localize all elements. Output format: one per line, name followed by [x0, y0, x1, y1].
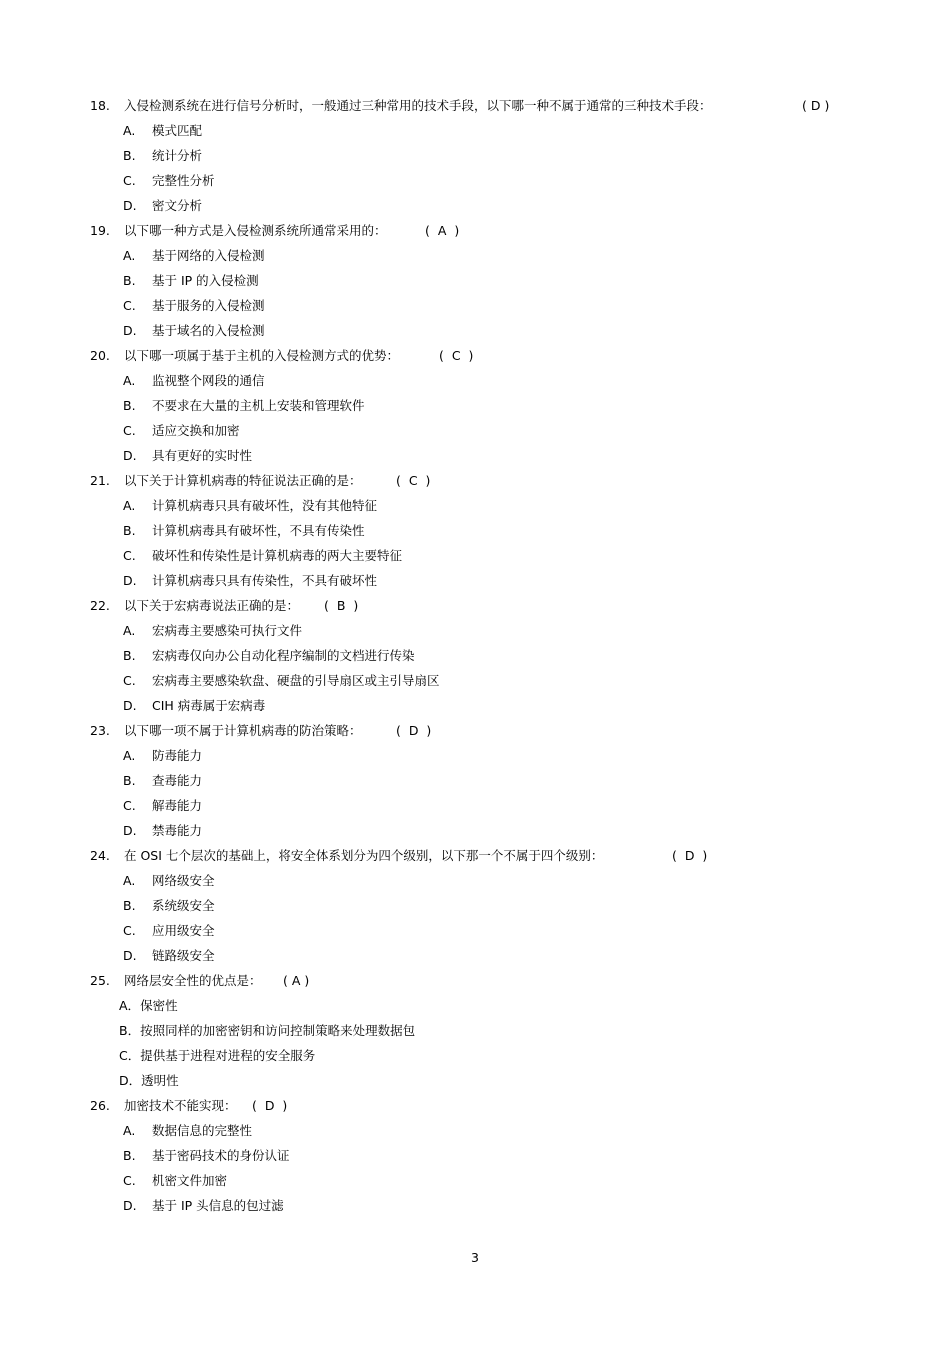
option-d: D. 具有更好的实时性: [123, 448, 253, 463]
answer-key: ( D ): [252, 1098, 288, 1113]
option-b: B. 统计分析: [123, 148, 203, 163]
question-number: 18.: [90, 98, 110, 113]
answer-key: ( C ): [396, 473, 431, 488]
question-number: 21.: [90, 473, 110, 488]
question-text: 以下哪一项属于基于主机的入侵检测方式的优势：: [124, 348, 400, 363]
question-number: 24.: [90, 848, 110, 863]
answer-key: ( D ): [672, 848, 708, 863]
option-b: B. 基于密码技术的身份认证: [123, 1148, 290, 1163]
option-d: D. 密文分析: [123, 198, 203, 213]
option-b: B．按照同样的加密密钥和访问控制策略来处理数据包: [119, 1023, 416, 1038]
answer-key: ( B ): [324, 598, 359, 613]
question-text: 加密技术不能实现：: [124, 1098, 237, 1113]
question-25: [90, 968, 870, 993]
option-d: D. 基于 IP 头信息的包过滤: [123, 1198, 284, 1213]
option-d: D. 链路级安全: [123, 948, 215, 963]
question-text: 以下关于宏病毒说法正确的是：: [124, 598, 300, 613]
question-number: 25.: [90, 973, 110, 988]
question-19: [90, 218, 870, 243]
question-list: [90, 93, 870, 1218]
option-c: C. 宏病毒主要感染软盘、硬盘的引导扇区或主引导扇区: [123, 673, 440, 688]
answer-key: ( A ): [425, 223, 460, 238]
option-a: A. 监视整个网段的通信: [123, 373, 265, 388]
question-21: [90, 468, 870, 493]
option-d: D. 禁毒能力: [123, 823, 203, 838]
question-text: 以下哪一项不属于计算机病毒的防治策略：: [124, 723, 362, 738]
option-a: A. 防毒能力: [123, 748, 203, 763]
option-c: C. 应用级安全: [123, 923, 215, 938]
option-b: B. 查毒能力: [123, 773, 203, 788]
question-number: 22.: [90, 598, 110, 613]
option-c: C. 解毒能力: [123, 798, 203, 813]
option-c: C. 基于服务的入侵检测: [123, 298, 265, 313]
option-b: B. 计算机病毒具有破坏性，不具有传染性: [123, 523, 365, 538]
question-text: 以下关于计算机病毒的特征说法正确的是：: [124, 473, 362, 488]
option-b: B. 宏病毒仅向办公自动化程序编制的文档进行传染: [123, 648, 415, 663]
answer-key: ( D ): [396, 723, 432, 738]
answer-key: ( D ): [802, 98, 830, 113]
answer-key: ( A ): [283, 973, 310, 988]
answer-key: ( C ): [439, 348, 474, 363]
option-c: C. 破坏性和传染性是计算机病毒的两大主要特征: [123, 548, 403, 563]
question-text: 在 OSI 七个层次的基础上，将安全体系划分为四个级别，以下那一个不属于四个级别：: [124, 848, 604, 863]
option-d: D. CIH 病毒属于宏病毒: [123, 698, 266, 713]
page-number: 3: [471, 1250, 479, 1265]
option-c: C. 机密文件加密: [123, 1173, 228, 1188]
question-18: [90, 93, 870, 118]
option-a: A. 宏病毒主要感染可执行文件: [123, 623, 303, 638]
option-b: B. 基于 IP 的入侵检测: [123, 273, 259, 288]
question-26: [90, 1093, 870, 1118]
option-a: A. 网络级安全: [123, 873, 215, 888]
question-24: [90, 843, 870, 868]
option-d: D. 基于域名的入侵检测: [123, 323, 265, 338]
option-c: C. 完整性分析: [123, 173, 215, 188]
option-d: D. 计算机病毒只具有传染性，不具有破坏性: [123, 573, 378, 588]
option-c: C. 适应交换和加密: [123, 423, 240, 438]
question-text: 入侵检测系统在进行信号分析时，一般通过三种常用的技术手段，以下哪一种不属于通常的三种技术手段：: [124, 98, 712, 113]
question-23: [90, 718, 870, 743]
question-text: 以下哪一种方式是入侵检测系统所通常采用的：: [124, 223, 387, 238]
question-22: [90, 593, 870, 618]
option-b: B. 不要求在大量的主机上安装和管理软件: [123, 398, 365, 413]
question-number: 19.: [90, 223, 110, 238]
question-number: 23.: [90, 723, 110, 738]
option-c: C．提供基于进程对进程的安全服务: [119, 1048, 316, 1063]
question-20: [90, 343, 870, 368]
option-a: A. 模式匹配: [123, 123, 203, 138]
option-b: B. 系统级安全: [123, 898, 215, 913]
option-a: A. 基于网络的入侵检测: [123, 248, 265, 263]
question-text: 网络层安全性的优点是：: [124, 973, 262, 988]
option-a: A. 数据信息的完整性: [123, 1123, 253, 1138]
question-number: 26.: [90, 1098, 110, 1113]
option-d: D．透明性: [119, 1073, 179, 1088]
option-a: A. 计算机病毒只具有破坏性，没有其他特征: [123, 498, 378, 513]
question-number: 20.: [90, 348, 110, 363]
option-a: A．保密性: [119, 998, 178, 1013]
